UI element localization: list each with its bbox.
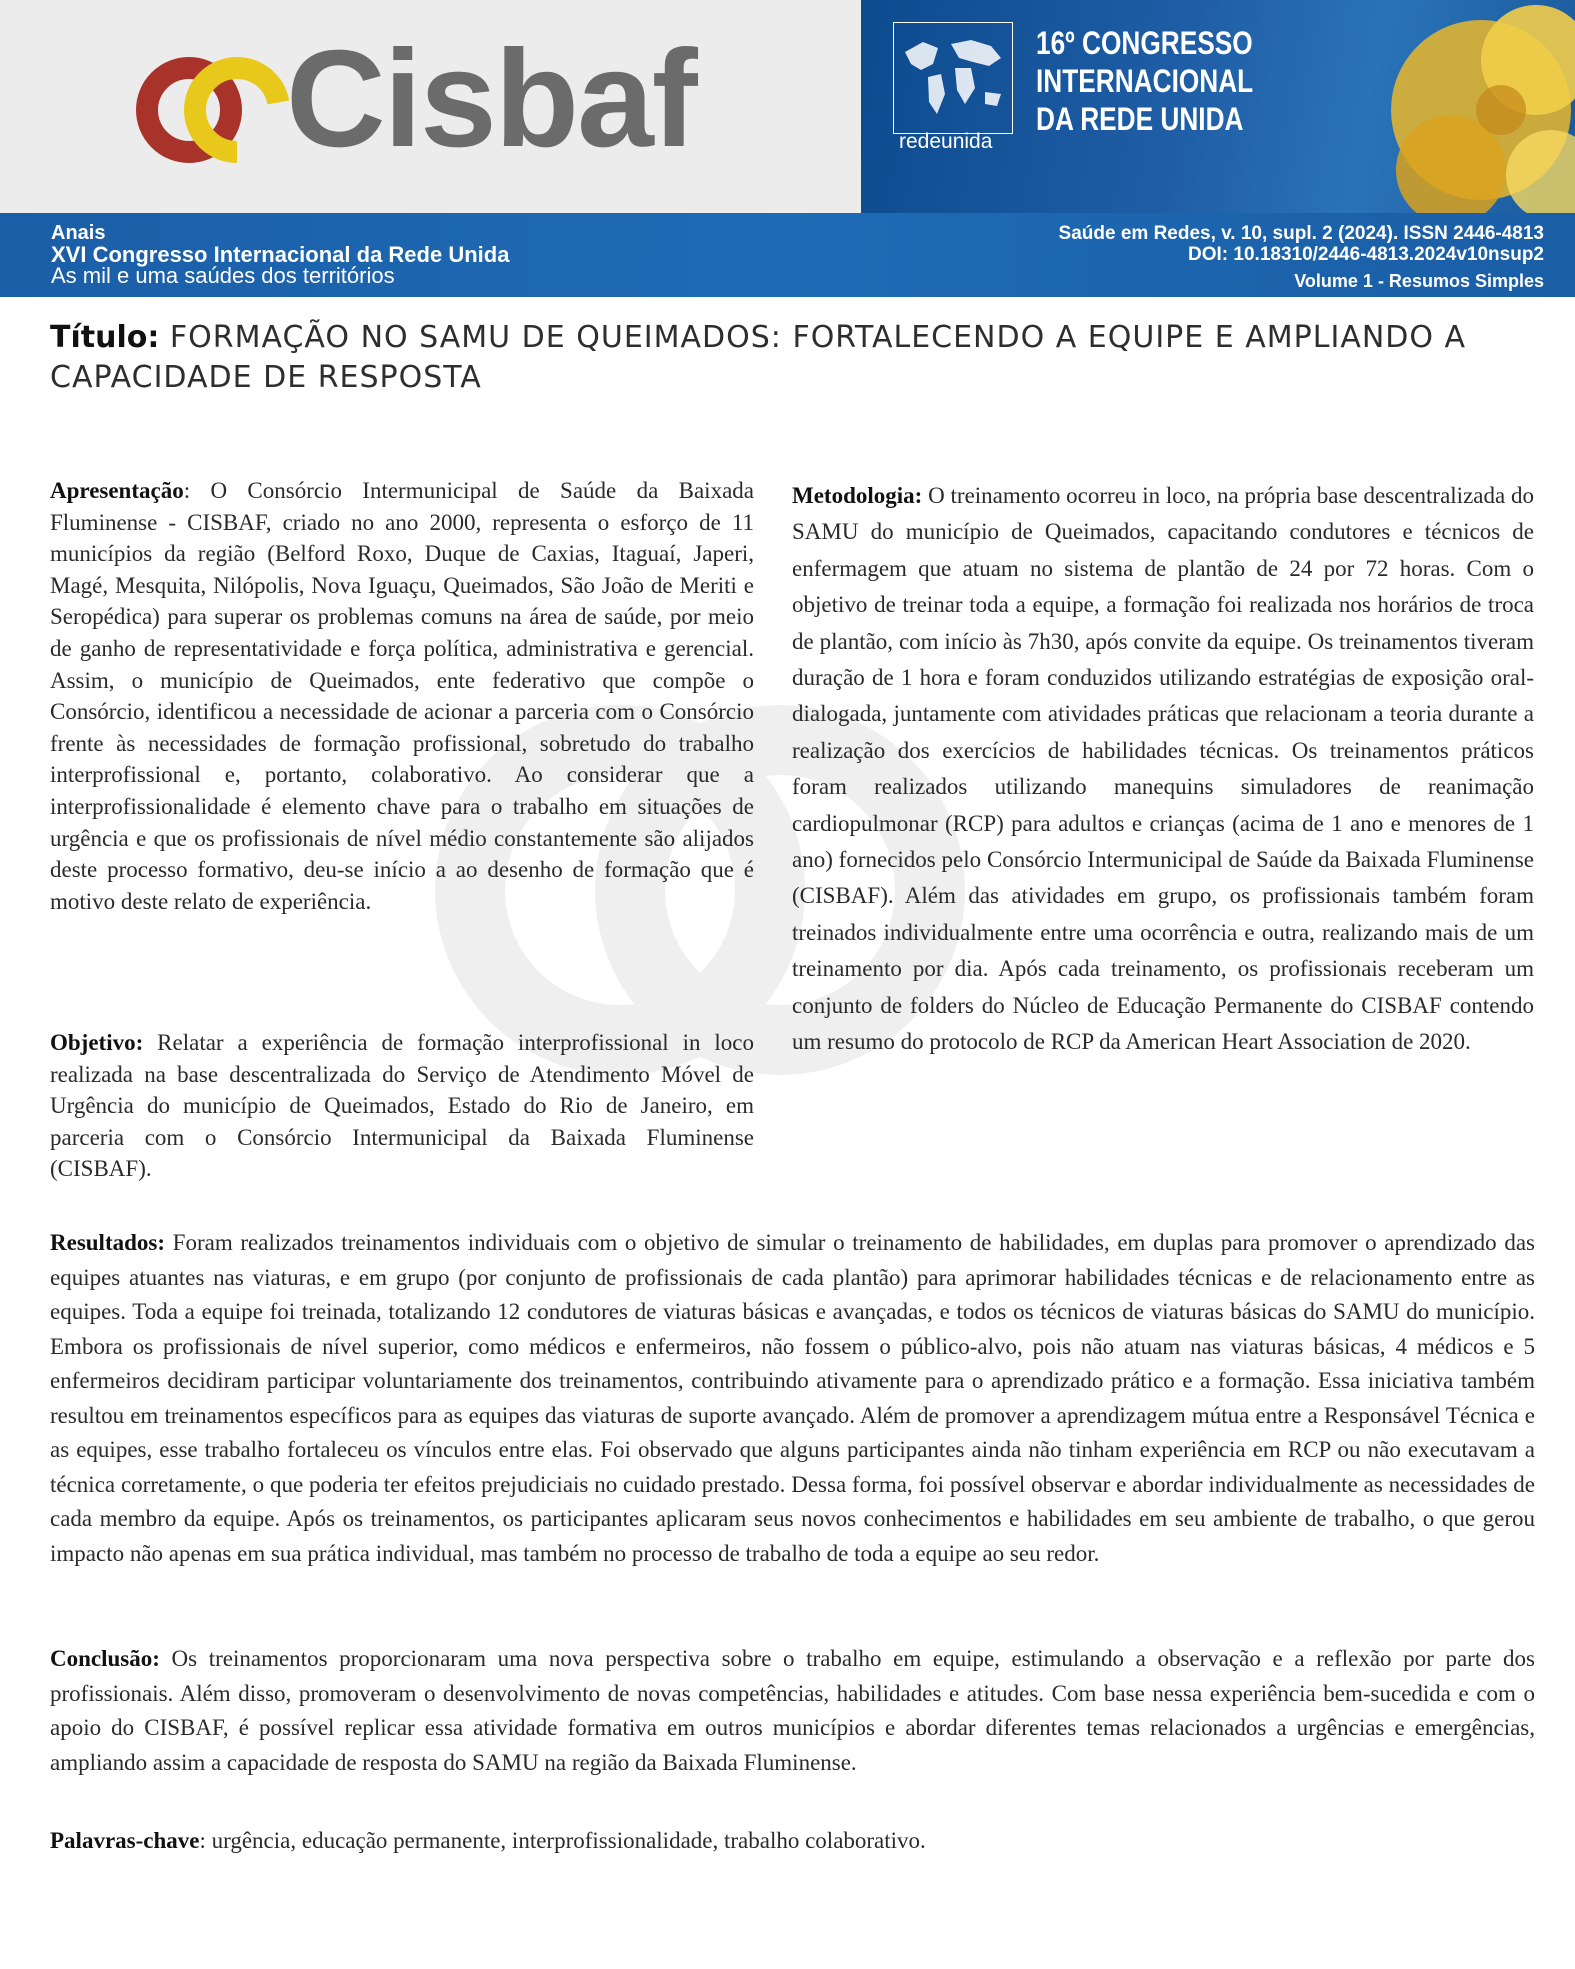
abstract-title: [50, 318, 1535, 398]
conclusao-text: Os treinamentos proporcionaram uma nova perspectiva sobre o trabalho em equipe, estimulando a observação e a reflexão por parte dos profissionais. Além disso, promoveram o desenvolvimento de novas competências, habilidades e atitudes. Com base nessa experiência bem-sucedida e com o apoio do CISBAF, é possível replicar essa atividade formativa em outros municípios e abordar diferentes temas relacionados a urgências e emergências, ampliando assim a capacidade de resposta do SAMU na região da Baixada Fluminense.: [50, 1646, 1535, 1775]
volume-label: Volume 1 - Resumos Simples: [1294, 271, 1544, 291]
rede-unida-label: redeunida: [899, 130, 993, 153]
section-resultados: [50, 1226, 1535, 1571]
congress-line: 16º CONGRESSO: [1036, 25, 1253, 61]
apresentacao-label: Apresentação: [50, 478, 184, 503]
section-palavras-chave: [50, 1824, 1535, 1859]
journal-citation: Saúde em Redes, v. 10, supl. 2 (2024). ISSN 2446-4813: [1058, 223, 1544, 244]
annals-strip: [0, 213, 1575, 297]
section-metodologia: [792, 478, 1534, 1061]
header-banner: [0, 0, 1575, 297]
title-label: Título:: [50, 320, 160, 355]
journal-doi: DOI: 10.18310/2446-4813.2024v10nsup2: [1188, 244, 1544, 265]
annals-info: [51, 223, 509, 286]
congress-name: XVI Congresso Internacional da Rede Unida: [51, 242, 510, 267]
title-text: FORMAÇÃO NO SAMU DE QUEIMADOS: FORTALECENDO A EQUIPE E AMPLIANDO A CAPACIDADE DE RESPOSTA: [50, 320, 1467, 395]
flowers-decoration: [1361, 0, 1575, 213]
cisbaf-rings-icon: [133, 54, 293, 166]
objetivo-label: Objetivo:: [50, 1030, 144, 1055]
palavras-chave-label: Palavras-chave: [50, 1828, 200, 1853]
metodologia-label: Metodologia:: [792, 483, 923, 508]
conclusao-label: Conclusão:: [50, 1646, 160, 1671]
congress-theme: As mil e uma saúdes dos territórios: [51, 263, 395, 288]
world-map-icon: [893, 22, 1013, 134]
palavras-chave-text: : urgência, educação permanente, interprofissionalidade, trabalho colaborativo.: [199, 1828, 926, 1853]
apresentacao-text: : O Consórcio Intermunicipal de Saúde da Baixada Fluminense - CISBAF, criado no ano 2000, representa o esforço de 11 municípios da região (Belford Roxo, Duque de Caxias, Itaguaí, Japeri, Magé, Mesquita, Nilópolis, Nova Iguaçu, Queimados, São João de Meriti e Seropédica) para superar os problemas comuns na área de saúde, por meio de ganho de representatividade e força política, administrativa e gerencial. Assim, o município de Queimados, ente federativo que compõe o Consórcio, identificou a necessidade de acionar a parceria com o Consórcio frente às necessidades de formação profissional, sobretudo do trabalho interprofissional e, portanto, colaborativo. Ao considerar que a interprofissionalidade é elemento chave para o trabalho em situações de urgência e que os profissionais de nível médio constantemente são alijados deste processo formativo, deu-se início a ao desenho de formação que é motivo deste relato de experiência.: [50, 478, 754, 914]
congress-title: [1036, 24, 1253, 138]
objetivo-text: Relatar a experiência de formação interprofissional in loco realizada na base descentralizada do Serviço de Atendimento Móvel de Urgência do município de Queimados, Estado do Rio de Janeiro, em parceria com o Consórcio Intermunicipal da Baixada Fluminense (CISBAF).: [50, 1030, 754, 1182]
section-apresentacao: [50, 475, 754, 917]
section-conclusao: [50, 1642, 1535, 1780]
resultados-text: Foram realizados treinamentos individuais com o objetivo de simular o treinamento de habilidades, em duplas para promover o aprendizado das equipes atuantes nas viaturas, e em grupo (por conjunto de profissionais de cada plantão) para aprimorar habilidades técnicas e de relacionamento entre as equipes. Toda a equipe foi treinada, totalizando 12 condutores de viaturas básicas e avançadas, e todos os técnicos de viaturas básicas do SAMU do município. Embora os profissionais de nível superior, como médicos e enfermeiros, não fossem o público-alvo, pois não atuam nas viaturas básicas, 4 médicos e 5 enfermeiros decidiram participar voluntariamente dos treinamentos, contribuindo ativamente para o aprendizado prático e a formação. Essa iniciativa também resultou em treinamentos específicos para as equipes das viaturas de suporte avançado. Além de promover a aprendizagem mútua entre a Responsável Técnica e as equipes, esse trabalho fortaleceu os vínculos entre elas. Foi observado que alguns participantes ainda não tinham experiência em RCP ou não executavam a técnica corretamente, o que poderia ter efeitos prejudiciais no cuidado prestado. Dessa forma, foi possível observar e abordar individualmente as necessidades de cada membro da equipe. Após os treinamentos, os participantes aplicaram seus novos conhecimentos e habilidades em seu ambiente de trabalho, o que gerou impacto não apenas em sua prática individual, mas também no processo de trabalho de toda a equipe ao seu redor.: [50, 1230, 1535, 1566]
resultados-label: Resultados:: [50, 1230, 166, 1255]
annals-label: Anais: [51, 222, 106, 244]
metodologia-text: O treinamento ocorreu in loco, na própria base descentralizada do SAMU do município de Queimados, capacitando condutores e técnicos de enfermagem que atuam no sistema de plantão de 24 por 72 horas. Com o objetivo de treinar toda a equipe, a formação foi realizada nos horários de troca de plantão, com início às 7h30, após convite da equipe. Os treinamentos tiveram duração de 1 hora e foram conduzidos utilizando estratégias de exposição oral-dialogada, juntamente com atividades práticas que relacionam a teoria durante a realização dos exercícios de habilidades técnicas. Os treinamentos práticos foram realizados utilizando manequins simuladores de reanimação cardiopulmonar (RCP) para adultos e crianças (acima de 1 ano e menores de 1 ano) fornecidos pelo Consórcio Intermunicipal de Saúde da Baixada Fluminense (CISBAF). Além das atividades em grupo, os profissionais também foram treinados individualmente entre uma ocorrência e outra, realizando mais de um treinamento por dia. Após cada treinamento, os profissionais receberam um conjunto de folders do Núcleo de Educação Permanente do CISBAF contendo um resumo do protocolo de RCP da American Heart Association de 2020.: [792, 483, 1534, 1055]
cisbaf-logo-text: Cisbaf: [286, 22, 696, 176]
cisbaf-logo-area: [0, 0, 861, 213]
congress-line: INTERNACIONAL: [1036, 63, 1254, 99]
section-objetivo: [50, 1027, 754, 1185]
congress-banner: [861, 0, 1575, 213]
journal-info: [1059, 223, 1544, 292]
congress-line: DA REDE UNIDA: [1036, 101, 1244, 137]
